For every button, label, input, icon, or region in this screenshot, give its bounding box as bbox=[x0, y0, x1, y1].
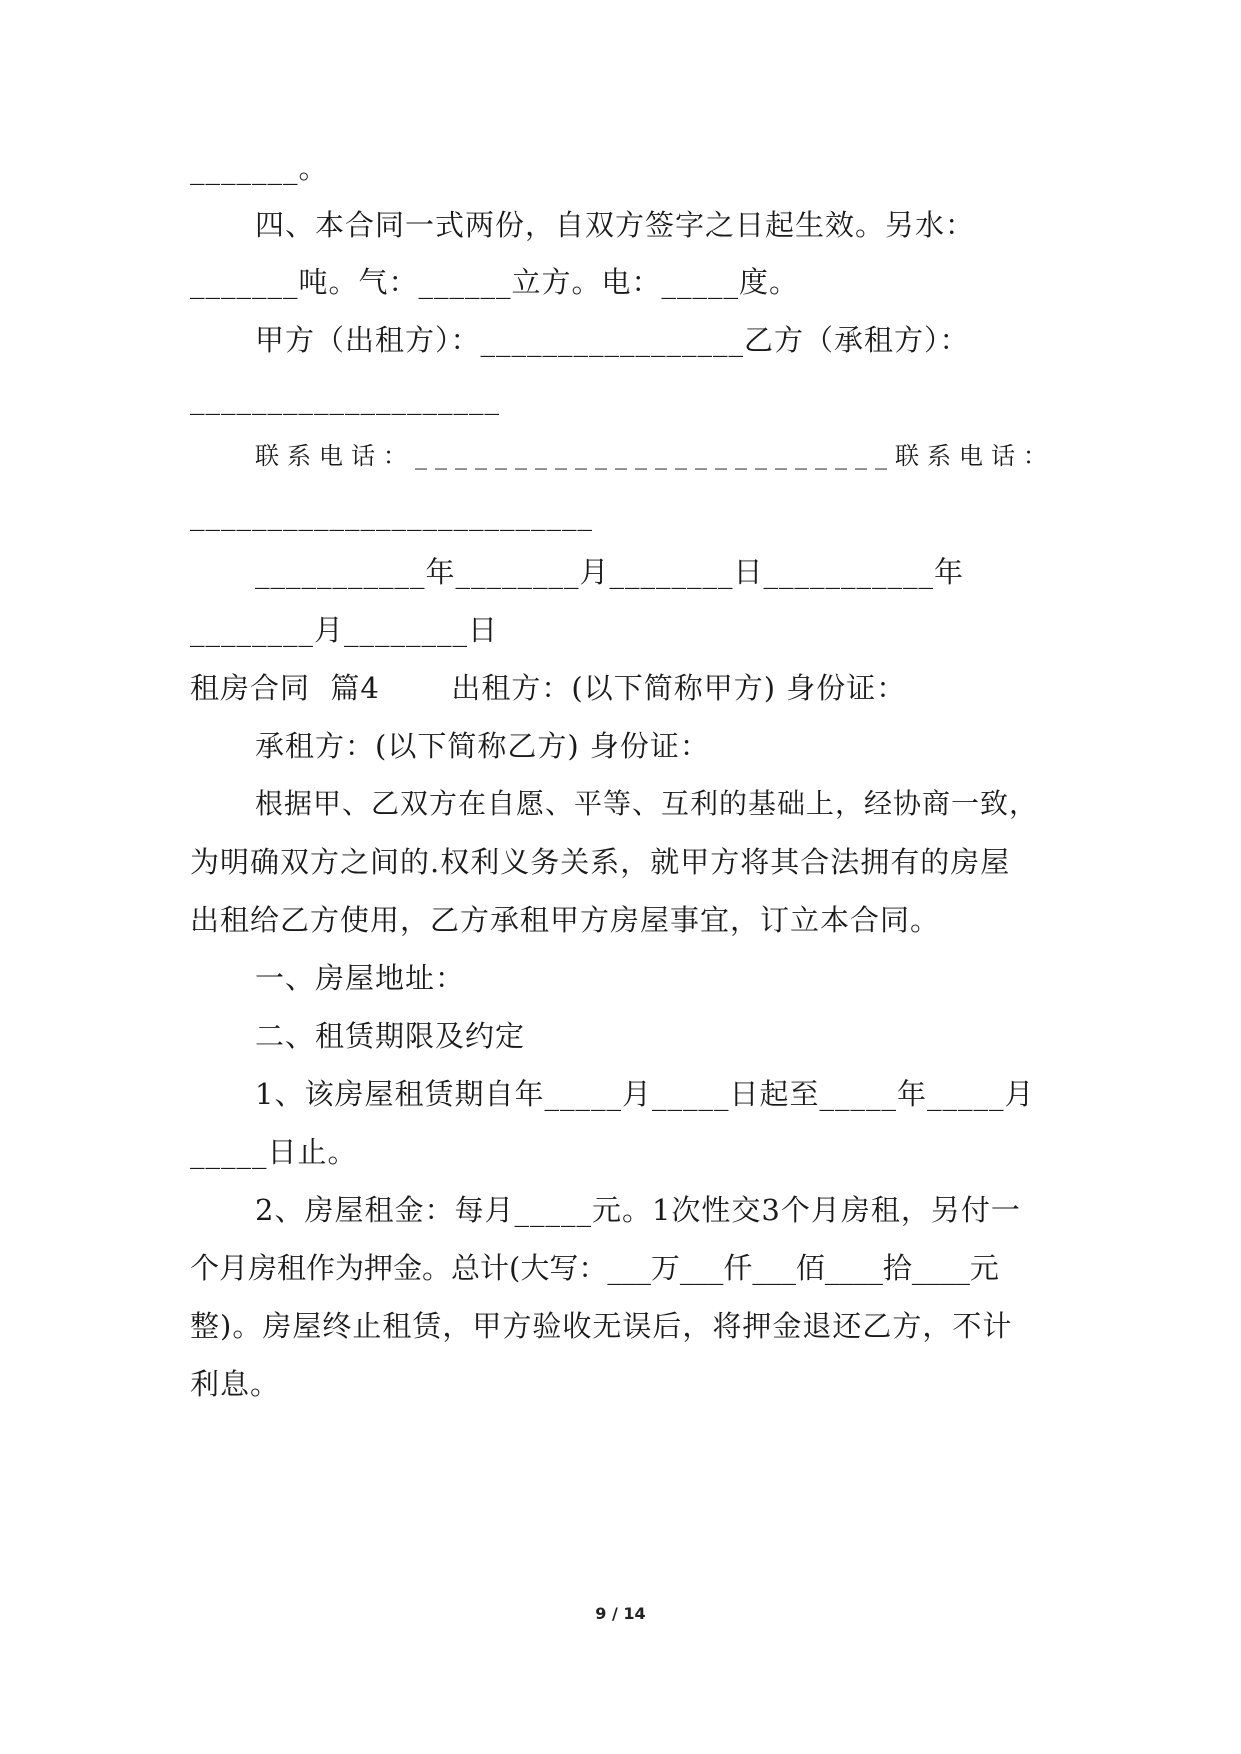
text-line: ___________年________月________日___________年 bbox=[255, 555, 965, 589]
text-line: _______。 bbox=[190, 151, 329, 185]
text-line: 2、房屋租金：每月_____元。1次性交3个月房租，另付一 bbox=[255, 1193, 1021, 1227]
text-line: 一、房屋地址： bbox=[255, 961, 466, 995]
text-line: 整)。房屋终止租赁，甲方验收无误后，将押金退还乙方，不计 bbox=[190, 1309, 1013, 1343]
text-line: 出租给乙方使用，乙方承租甲方房屋事宜，订立本合同。 bbox=[190, 903, 941, 937]
text-line: __________________________ bbox=[190, 497, 593, 531]
text-line: 利息。 bbox=[190, 1367, 281, 1401]
text-line: 二、租赁期限及约定 bbox=[255, 1019, 526, 1053]
text-line: ____________________ bbox=[190, 381, 500, 415]
text-line: _______吨。气：______立方。电：_____度。 bbox=[190, 265, 800, 299]
text-line: 承租方：(以下简称乙方) 身份证： bbox=[255, 729, 710, 763]
text-line: 根据甲、乙双方在自愿、平等、互利的基础上，经协商一致， bbox=[255, 787, 1039, 820]
text-line: _____日止。 bbox=[190, 1135, 358, 1169]
page-number: 9 / 14 bbox=[595, 1604, 646, 1623]
text-line: 为明确双方之间的.权利义务关系，就甲方将其合法拥有的房屋 bbox=[190, 845, 1011, 879]
text-line: ________月________日 bbox=[190, 613, 499, 647]
text-line: 四、本合同一式两份，自双方签字之日起生效。另水： bbox=[255, 208, 976, 242]
text-line: 个月房租作为押金。总计(大写：___万___仟___佰____拾____元 bbox=[190, 1251, 999, 1285]
text-line: 联系电话：________________________联系电话： bbox=[255, 442, 1055, 470]
text-line: 甲方（出租方）：_________________乙方（承租方）： bbox=[255, 323, 970, 357]
section-heading: 租房合同 篇4 出租方：(以下简称甲方) 身份证： bbox=[190, 671, 907, 705]
text-line: 1、该房屋租赁期自年_____月_____日起至_____年_____月 bbox=[255, 1077, 1035, 1111]
